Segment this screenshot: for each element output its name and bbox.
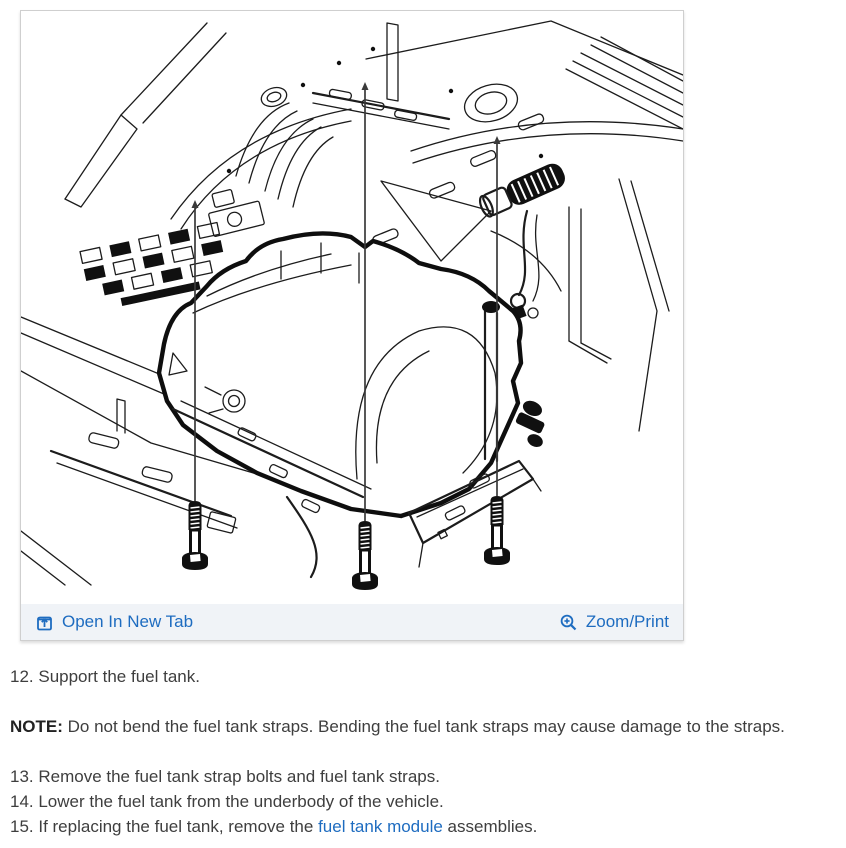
step-12: 12. Support the fuel tank.: [10, 667, 200, 686]
step-15: [10, 814, 838, 839]
note-text: Do not bend the fuel tank straps. Bending the fuel tank straps may cause damage to the straps.: [62, 717, 785, 736]
open-in-new-tab-icon: [35, 613, 54, 632]
step-15-suffix: assemblies.: [442, 817, 538, 836]
fuel-tank-module-link[interactable]: fuel tank module: [318, 817, 443, 836]
underbody-illustration: [21, 21, 683, 590]
instruction-steps: [10, 664, 838, 839]
step-14: 14. Lower the fuel tank from the underbody of the vehicle.: [10, 792, 444, 811]
magnifier-plus-icon: [559, 613, 578, 632]
note-line: [10, 714, 838, 739]
zoom-print-link[interactable]: [559, 604, 669, 640]
fuel-tank-diagram: [21, 11, 683, 604]
zoom-print-label: Zoom/Print: [585, 612, 669, 631]
open-in-new-tab-link[interactable]: [35, 604, 193, 640]
step-13: 13. Remove the fuel tank strap bolts and fuel tank straps.: [10, 767, 440, 786]
diagram-frame: [20, 10, 684, 641]
figure-toolbar: [21, 604, 683, 640]
open-in-new-tab-label: Open In New Tab: [62, 612, 194, 631]
strap-bolt-1: [182, 501, 208, 570]
step-15-prefix: 15. If replacing the fuel tank, remove the: [10, 817, 319, 836]
strap-bolt-2: [352, 521, 378, 590]
note-label: NOTE:: [10, 717, 63, 736]
